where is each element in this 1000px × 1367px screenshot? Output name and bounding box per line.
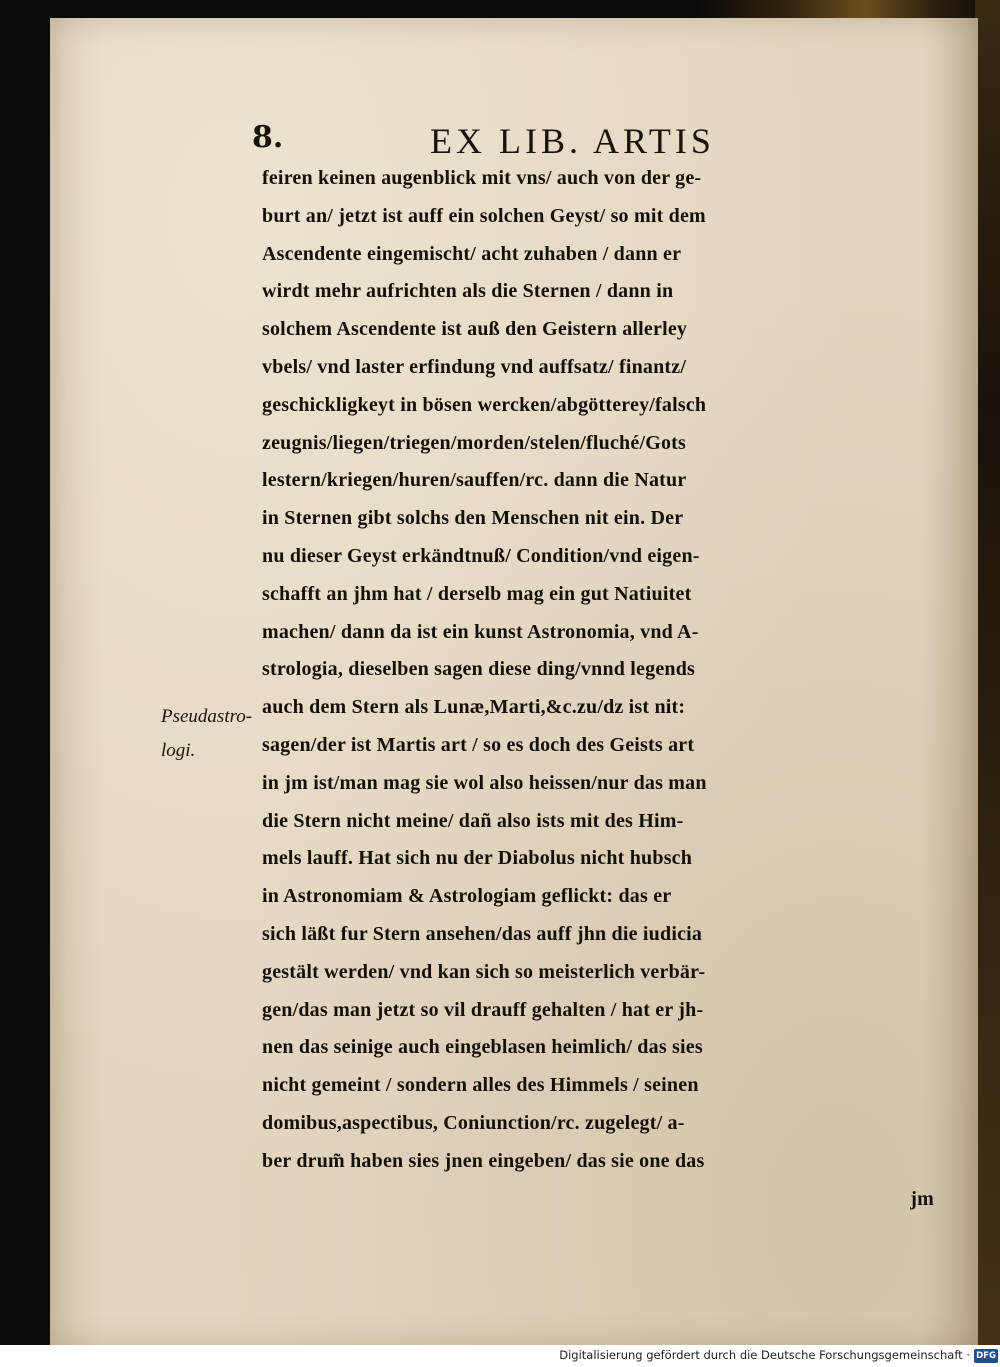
text-line: feiren keinen augenblick mit vns/ auch von der ge- (262, 167, 702, 189)
catchword: jm (910, 1187, 934, 1210)
text-line: nicht gemeint / sondern alles des Himmels / seinen (262, 1074, 699, 1097)
text-line: Ascendente eingemischt/ acht zuhaben / dann er (262, 242, 682, 265)
text-line: burt an/ jetzt ist auff ein solchen Geyst/ so mit dem (262, 204, 706, 227)
text-line: domibus,aspectibus, Coniunction/rc. zugelegt/ a- (262, 1111, 685, 1134)
body-text (262, 160, 942, 1218)
text-line: strologia, dieselben sagen diese ding/vnnd legends (262, 658, 696, 681)
text-line: ber drum̃ haben sies jnen eingeben/ das sie one das (262, 1149, 705, 1172)
footer-bar (0, 1345, 1000, 1367)
text-line: gen/das man jetzt so vil drauff gehalten / hat er jh- (262, 998, 704, 1021)
marginal-note (161, 700, 261, 768)
text-line: nen das seinige auch eingeblasen heimlich/ das sies (262, 1036, 703, 1059)
text-line: zeugnis/liegen/triegen/morden/stelen/fluché/Gots (262, 431, 686, 454)
dfg-logo-icon: DFG (974, 1349, 998, 1363)
text-line: gestält werden/ vnd kan sich so meisterlich verbär- (262, 960, 706, 983)
marginal-note-line: Pseudastro- (161, 706, 253, 727)
text-line: geschickligkeyt in bösen wercken/abgötterey/falsch (262, 393, 707, 416)
marginal-note-line: logi. (161, 740, 196, 761)
text-line: schafft an jhm hat / derselb mag ein gut Natiuitet (262, 582, 692, 605)
running-title: EX LIB. ARTIS (430, 121, 715, 161)
text-line: vbels/ vnd laster erfindung vnd auffsatz/ finantz/ (262, 355, 687, 378)
text-line: in Astronomiam & Astrologiam geflickt: das er (262, 885, 672, 908)
text-line: auch dem Stern als Lunæ,Marti,&c.zu/dz ist nit: (262, 696, 686, 719)
text-line: solchem Ascendente ist auß den Geistern allerley (262, 318, 688, 341)
text-line: die Stern nicht meine/ dañ also ists mit des Him- (262, 809, 684, 832)
funding-credit: Digitalisierung gefördert durch die Deutsche Forschungsgemeinschaft · (559, 1348, 970, 1362)
text-line: wirdt mehr aufrichten als die Sternen / dann in (262, 280, 674, 303)
book-edge-right (975, 0, 1000, 1345)
page-number: 8. (252, 120, 284, 155)
text-line: mels lauff. Hat sich nu der Diabolus nicht hubsch (262, 847, 693, 870)
text-line: nu dieser Geyst erkändtnuß/ Condition/vnd eigen- (262, 544, 700, 567)
text-line: machen/ dann da ist ein kunst Astronomia, vnd A- (262, 620, 699, 643)
text-line: sich läßt fur Stern ansehen/das auff jhn die iudicia (262, 922, 703, 945)
text-line: sagen/der ist Martis art / so es doch des Geists art (262, 733, 695, 756)
text-line: in jm ist/man mag sie wol also heissen/nur das man (262, 771, 707, 794)
text-line: lestern/kriegen/huren/sauffen/rc. dann die Natur (262, 469, 687, 492)
text-line: in Sternen gibt solchs den Menschen nit ein. Der (262, 507, 684, 530)
